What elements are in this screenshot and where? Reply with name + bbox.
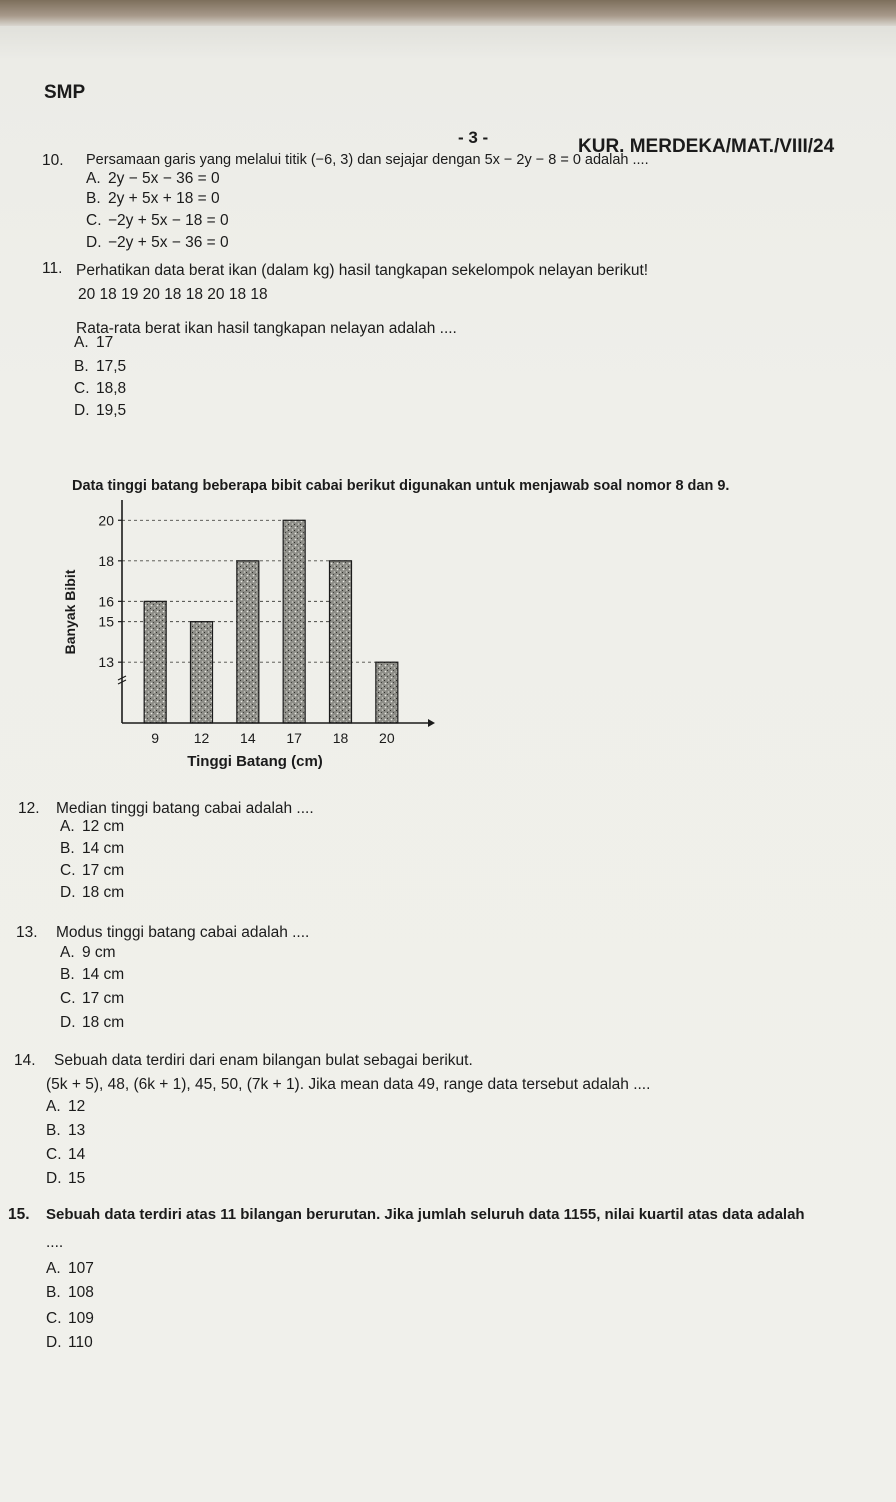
question-14-option-d: D. 15: [46, 1170, 86, 1187]
question-15-option-c: C. 109: [46, 1310, 94, 1327]
y-tick-label: 18: [98, 552, 114, 569]
chart-intro: Data tinggi batang beberapa bibit cabai berikut digunakan untuk menjawab soal nomor 8 dan 9.: [72, 478, 730, 494]
x-axis-arrow: [428, 719, 435, 727]
question-14-text-2: (5k + 5), 48, (6k + 1), 45, 50, (7k + 1). Jika mean data 49, range data tersebut adalah ....: [46, 1076, 651, 1093]
question-11-option-d: D. 19,5: [74, 402, 127, 419]
question-14-option-c: C. 14: [46, 1146, 86, 1163]
question-13-option-c: C. 17 cm: [60, 990, 125, 1007]
question-14-option-a: A. 12: [46, 1098, 86, 1115]
x-axis-label: Tinggi Batang (cm): [187, 753, 323, 770]
question-13-text: Modus tinggi batang cabai adalah ....: [56, 924, 310, 941]
bar: [330, 561, 352, 723]
school-level: SMP: [44, 82, 86, 103]
question-12-number: 12.: [18, 800, 40, 817]
question-11-option-c: C. 18,8: [74, 380, 127, 397]
x-tick-label: 17: [286, 730, 302, 746]
page-number: - 3 -: [458, 128, 489, 147]
question-11-text: Perhatikan data berat ikan (dalam kg) hasil tangkapan sekelompok nelayan berikut!: [76, 262, 649, 279]
question-12-option-c: C. 17 cm: [60, 862, 125, 879]
x-tick-label: 14: [240, 730, 256, 746]
question-10-option-a: A. 2y − 5x − 36 = 0: [86, 170, 220, 187]
question-13-number: 13.: [16, 924, 38, 941]
question-12-text: Median tinggi batang cabai adalah ....: [56, 800, 314, 817]
question-14-text: Sebuah data terdiri dari enam bilangan bulat sebagai berikut.: [54, 1052, 473, 1069]
question-10-text: Persamaan garis yang melalui titik (−6, 3) dan sejajar dengan 5x − 2y − 8 = 0 adalah ....: [86, 152, 649, 168]
question-10-number: 10.: [42, 152, 64, 169]
question-15-option-d: D. 110: [46, 1334, 93, 1351]
bar: [283, 520, 305, 723]
question-10-option-b: B. 2y + 5x + 18 = 0: [86, 190, 220, 207]
question-12-option-a: A. 12 cm: [60, 818, 125, 835]
question-15-number: 15.: [8, 1206, 30, 1223]
question-11-option-b: B. 17,5: [74, 358, 127, 375]
question-15-text-2: ....: [46, 1234, 64, 1251]
bar: [144, 601, 166, 723]
y-tick-label: 20: [98, 512, 114, 529]
question-11-option-a: A. 17: [74, 334, 114, 351]
question-13-option-b: B. 14 cm: [60, 966, 125, 983]
question-15-option-b: B. 108: [46, 1284, 94, 1301]
bar-chart: [60, 490, 440, 780]
question-14-number: 14.: [14, 1052, 36, 1069]
question-10-option-c: C. −2y + 5x − 18 = 0: [86, 212, 229, 229]
bar: [237, 561, 259, 723]
question-11-prompt: Rata-rata berat ikan hasil tangkapan nelayan adalah ....: [76, 320, 457, 337]
question-14-option-b: B. 13: [46, 1122, 86, 1139]
paper-top-edge: [0, 0, 896, 26]
y-tick-label: 15: [98, 613, 114, 630]
question-10-option-d: D. −2y + 5x − 36 = 0: [86, 234, 229, 251]
question-15-text: Sebuah data terdiri atas 11 bilangan berurutan. Jika jumlah seluruh data 1155, nilai kuartil atas data adalah: [46, 1206, 805, 1223]
question-12-option-b: B. 14 cm: [60, 840, 125, 857]
question-15-option-a: A. 107: [46, 1260, 94, 1277]
exam-code: KUR. MERDEKA/MAT./VIII/24: [578, 136, 835, 157]
question-11-number: 11.: [42, 260, 63, 277]
question-11-data: 20 18 19 20 18 18 20 18 18: [78, 286, 268, 303]
bar: [376, 662, 398, 723]
x-tick-label: 18: [332, 730, 349, 746]
bar: [191, 622, 213, 723]
y-tick-label: 16: [98, 593, 114, 610]
x-tick-label: 12: [193, 730, 210, 746]
y-tick-label: 13: [98, 654, 114, 671]
question-12-option-d: D. 18 cm: [60, 884, 125, 901]
x-tick-label: 9: [151, 730, 160, 746]
question-13-option-a: A. 9 cm: [60, 944, 116, 961]
y-axis-label: Banyak Bibit: [62, 569, 78, 655]
x-tick-label: 20: [379, 730, 395, 746]
question-13-option-d: D. 18 cm: [60, 1014, 125, 1031]
